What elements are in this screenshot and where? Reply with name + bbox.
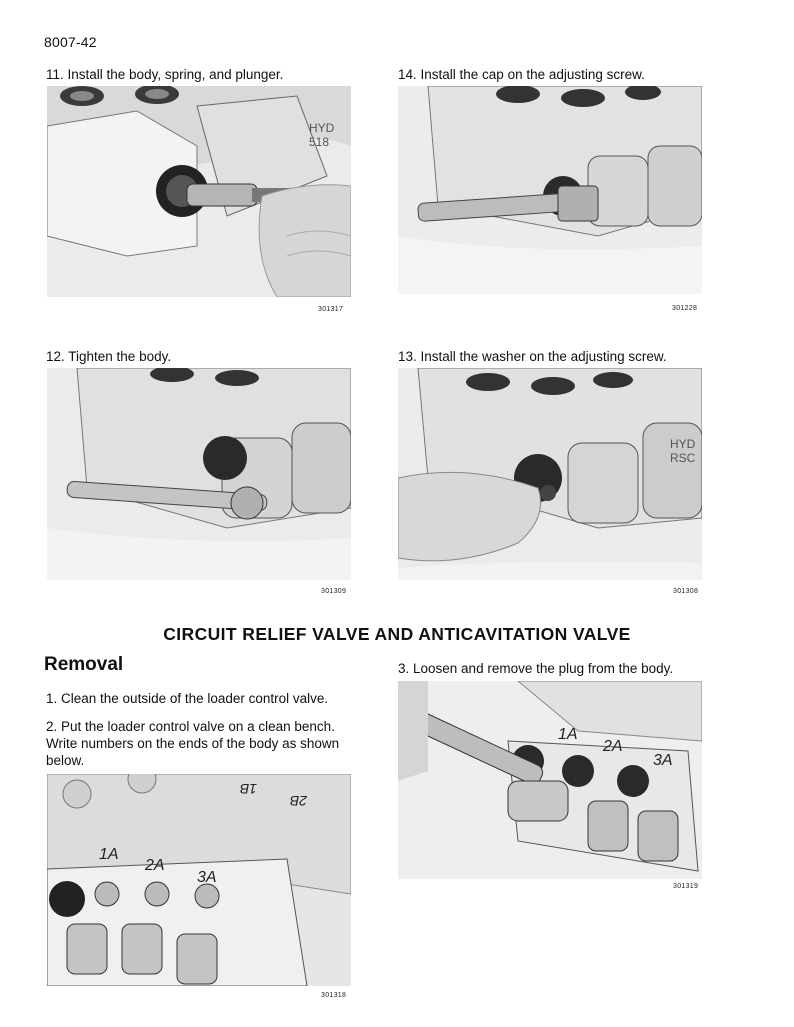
photo-step-11 — [47, 86, 351, 297]
photo-13-mark-1: HYD — [670, 437, 696, 451]
step-11-caption: 11. Install the body, spring, and plunger. — [46, 67, 284, 82]
figure-number-11: 301317 — [318, 306, 344, 313]
removal-heading: Removal — [44, 654, 124, 675]
photo-step-13 — [398, 368, 702, 580]
figure-number-14: 301228 — [672, 305, 698, 312]
section-title: CIRCUIT RELIEF VALVE AND ANTICAVITATION VALVE — [163, 624, 631, 644]
step-13-caption: 13. Install the washer on the adjusting screw. — [398, 349, 667, 364]
step-12-caption: 12. Tighten the body. — [46, 349, 172, 364]
figure-number-removal-2: 301318 — [321, 992, 347, 999]
photo-3-mark-3A: 3A — [653, 752, 673, 769]
photo-2-mark-1B: 1B — [239, 781, 257, 797]
photo-step-14 — [398, 86, 702, 294]
page-number: 8007-42 — [44, 34, 97, 50]
photo-3-mark-2A: 2A — [603, 738, 623, 755]
photo-step-12 — [47, 368, 351, 580]
photo-3-mark-1A: 1A — [558, 726, 578, 743]
removal-step-3: 3. Loosen and remove the plug from the body. — [398, 661, 674, 676]
photo-2-mark-2A: 2A — [145, 857, 165, 874]
photo-2-mark-2B: 2B — [289, 793, 307, 809]
removal-step-1: 1. Clean the outside of the loader control valve. — [46, 691, 329, 706]
photo-13-mark-2: RSC — [670, 451, 696, 465]
photo-11-mark-1: HYD — [309, 121, 335, 135]
photo-11-mark-2: 518 — [309, 135, 330, 149]
figure-number-12: 301309 — [321, 588, 347, 595]
photo-removal-step-3 — [398, 681, 702, 879]
photo-removal-step-2 — [47, 774, 351, 986]
removal-step-2: 2. Put the loader control valve on a clean bench. Write numbers on the ends of the body as shown below. — [46, 719, 340, 768]
photo-2-mark-1A: 1A — [99, 846, 119, 863]
step-14-caption: 14. Install the cap on the adjusting screw. — [398, 67, 645, 82]
figure-number-removal-3: 301319 — [673, 883, 699, 890]
photo-2-mark-3A: 3A — [197, 869, 217, 886]
figure-number-13: 301308 — [673, 588, 699, 595]
